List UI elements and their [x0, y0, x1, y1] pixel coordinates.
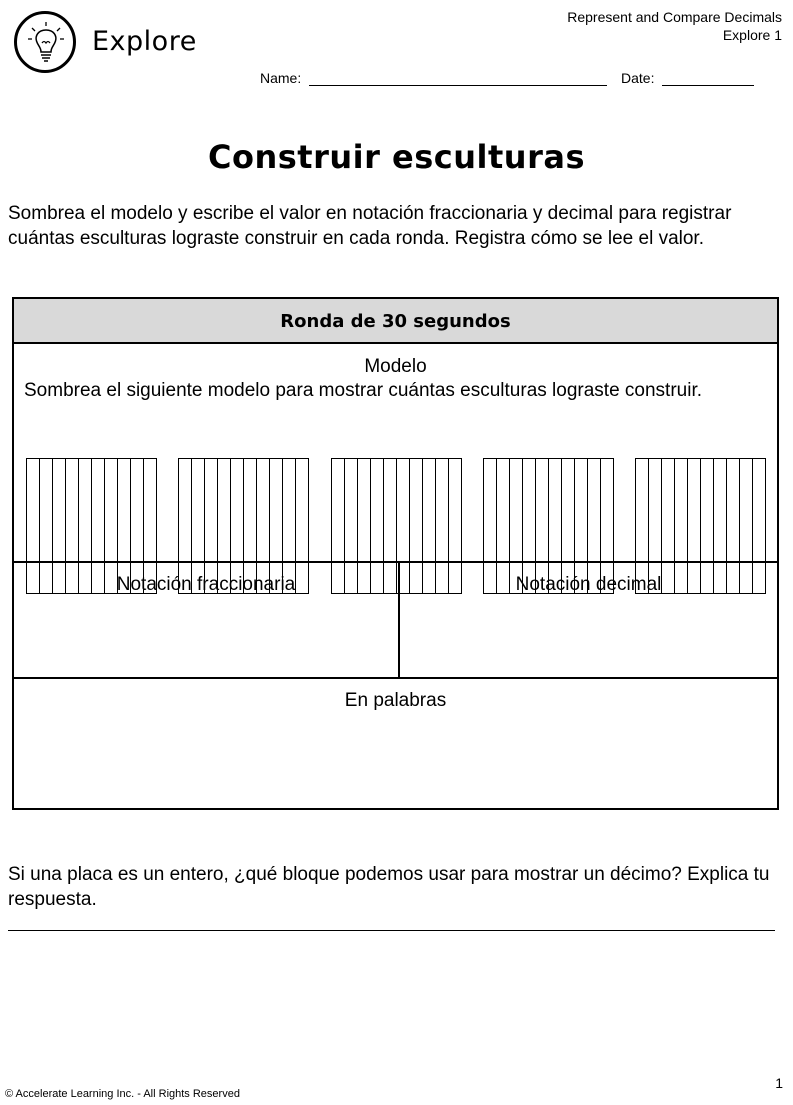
name-field[interactable]	[309, 71, 607, 86]
decimal-notation-cell[interactable]	[400, 563, 777, 679]
name-label: Name:	[260, 70, 302, 86]
worksheet-table	[12, 297, 779, 810]
page-number: 1	[775, 1075, 783, 1091]
model-cell	[14, 344, 777, 563]
name-date-row	[260, 70, 754, 86]
table-header: Ronda de 30 segundos	[14, 299, 777, 344]
words-label: En palabras	[344, 690, 447, 711]
decimal-notation-label: Notación decimal	[515, 574, 662, 595]
lesson-label: Explore 1	[722, 27, 782, 43]
model-instruction: Sombrea el siguiente modelo para mostrar cuántas esculturas lograste construir.	[24, 380, 703, 401]
unit-title: Represent and Compare Decimals	[567, 9, 782, 25]
explore-logo-text: Explore	[92, 26, 197, 57]
date-field[interactable]	[662, 71, 754, 86]
answer-line[interactable]	[8, 930, 775, 931]
words-cell[interactable]	[14, 679, 777, 808]
page-title: Construir esculturas	[207, 138, 585, 176]
date-label: Date:	[621, 70, 655, 86]
copyright-footer: © Accelerate Learning Inc. - All Rights Reserved	[5, 1088, 240, 1100]
header-info	[567, 8, 782, 44]
fraction-notation-label: Notación fraccionaria	[116, 574, 296, 595]
model-title: Modelo	[364, 356, 427, 377]
lightbulb-icon	[14, 11, 76, 73]
question: Si una placa es un entero, ¿qué bloque podemos usar para mostrar un décimo? Explica tu respuesta.	[8, 864, 770, 910]
fraction-notation-cell[interactable]	[14, 563, 400, 679]
instructions: Sombrea el modelo y escribe el valor en notación fraccionaria y decimal para registrar cuántas esculturas lograste construir en cada ronda. Registra cómo se lee el valor.	[8, 203, 732, 249]
